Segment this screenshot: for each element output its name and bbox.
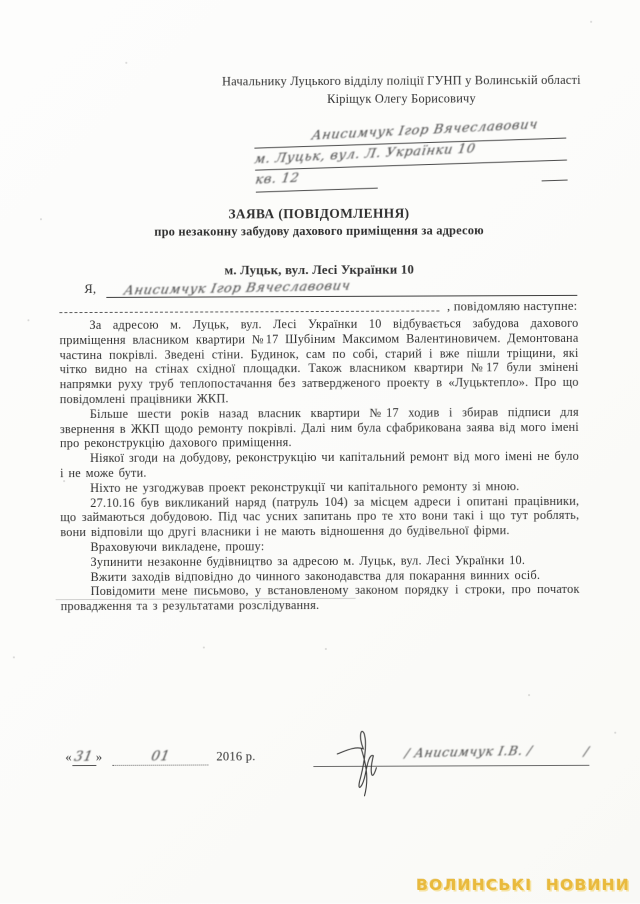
scan-speck (590, 21, 592, 23)
signature-tail-slash: / (583, 743, 591, 759)
date-row (65, 748, 255, 766)
signature-name-handwriting: / Анисимчук І.В. / (403, 742, 534, 761)
scan-speck (614, 732, 616, 734)
signature-row (313, 739, 589, 767)
title-block (0, 205, 639, 280)
date-day-handwriting: 31 (73, 748, 95, 766)
body-paragraph: Ніхто не узгоджував проект реконструкції чи капітального ремонту зі мною. (90, 478, 520, 495)
scan-speck (125, 62, 127, 64)
declaration-row-2 (59, 299, 577, 316)
recipient-block (186, 71, 616, 109)
body-paragraph: Зупинити незаконне будівництво за адресою м. Луцьк, вул. Лесі Українки 10. (90, 552, 526, 569)
date-year-label: 2016 р. (216, 749, 256, 764)
blank-line-dash (542, 180, 568, 182)
scan-speck (63, 480, 65, 482)
applicant-handwritten-block (254, 117, 568, 193)
signature-scribble-icon (331, 724, 401, 800)
date-month-field (112, 748, 208, 765)
body-paragraph: Більше шести років назад власник квартири №17 ходив і збирав підписи для звернення в ЖКП щодо ремонту покрівлі. Далі ним була сфабрикована заява від мого імені про реконструкцію дахового приміщення. (59, 404, 579, 451)
body-paragraph: Ніякої згоди на добудову, реконструкцію чи капітальний ремонт від мого імені не було і не може бути. (60, 449, 580, 481)
body-paragraph: За адресою м. Луцьк, вул. Лесі Українки 10 відбувається забудова дахового приміщення власником квартири №17 Шубіним Максимом Валентиновичем. Демонтована частина покрівлі. Зведені стіни. Будинок, сам по собі, старий і вже пішли тріщини, які чітко видно на стінах східної площадки. Також власником квартири №17 були змінені напрямки руху труб теплопостачання без затвердженого проекту в «Луцьктепло». Про що повідомлені працівники ЖКП. (59, 315, 579, 407)
applicant-name-handwriting: Анисимчук Ігор Вячеславович (310, 117, 540, 144)
declaration-prefix: Я, (84, 281, 97, 297)
date-month-handwriting: 01 (149, 748, 172, 765)
body-paragraph: Враховуючи викладене, прошу: (90, 539, 265, 554)
date-day-field (72, 749, 96, 766)
declaration-name-line (106, 280, 577, 298)
body-text (59, 316, 579, 614)
scan-speck (528, 694, 530, 696)
recipient-line2: Кіріщук Олегу Борисовичу (327, 91, 476, 106)
scan-speck (325, 648, 327, 650)
watermark: ВОЛИНСЬКІ НОВИНИ (416, 876, 630, 894)
recipient-line1: Начальнику Луцького відділу поліції ГУНП у Волинській області (221, 72, 581, 89)
date-quote-open: « (65, 750, 72, 765)
body-paragraph: Повідомити мене письмово, у встановленому законом порядку і строки, про початок провадження та з результатами розслідування. (60, 582, 580, 614)
document-subtitle: про незаконну забудову дахового приміщення за адресою (154, 223, 484, 239)
scan-speck (27, 319, 29, 321)
declaration-blank-line (59, 299, 439, 313)
declaration-row-1 (84, 280, 577, 298)
document-title: ЗАЯВА (ПОВІДОМЛЕННЯ) (228, 205, 410, 222)
scan-speck (172, 439, 174, 441)
scan-speck (203, 647, 205, 649)
scan-speck (40, 218, 42, 220)
declarant-name-handwriting: Анисимчук Ігор Вячеславович (122, 278, 352, 299)
applicant-address-handwriting: м. Луцьк, вул. Л. Українки 10 (253, 141, 477, 168)
declaration-suffix: , повідомляю наступне: (446, 298, 578, 314)
applicant-apartment-line (255, 167, 378, 193)
applicant-apartment-handwriting: кв. 12 (254, 170, 301, 189)
body-paragraph: Вжити заходів відповідно до чинного законодавства для покарання винних осіб. (90, 567, 541, 584)
document-address-line: м. Луцьк, вул. Лесі Українки 10 (224, 262, 415, 278)
body-paragraph: 27.10.16 був викликаний наряд (патруль 104) за місцем адреси і опитані працівники, що займаються добудовою. Під час усних запитань про те хто вони такі і що тут роблять, вони відповіли що другі власники і не мають відношення до будівельної фірми. (60, 493, 580, 540)
scan-speck (13, 656, 15, 658)
date-quote-close: » (95, 749, 103, 764)
